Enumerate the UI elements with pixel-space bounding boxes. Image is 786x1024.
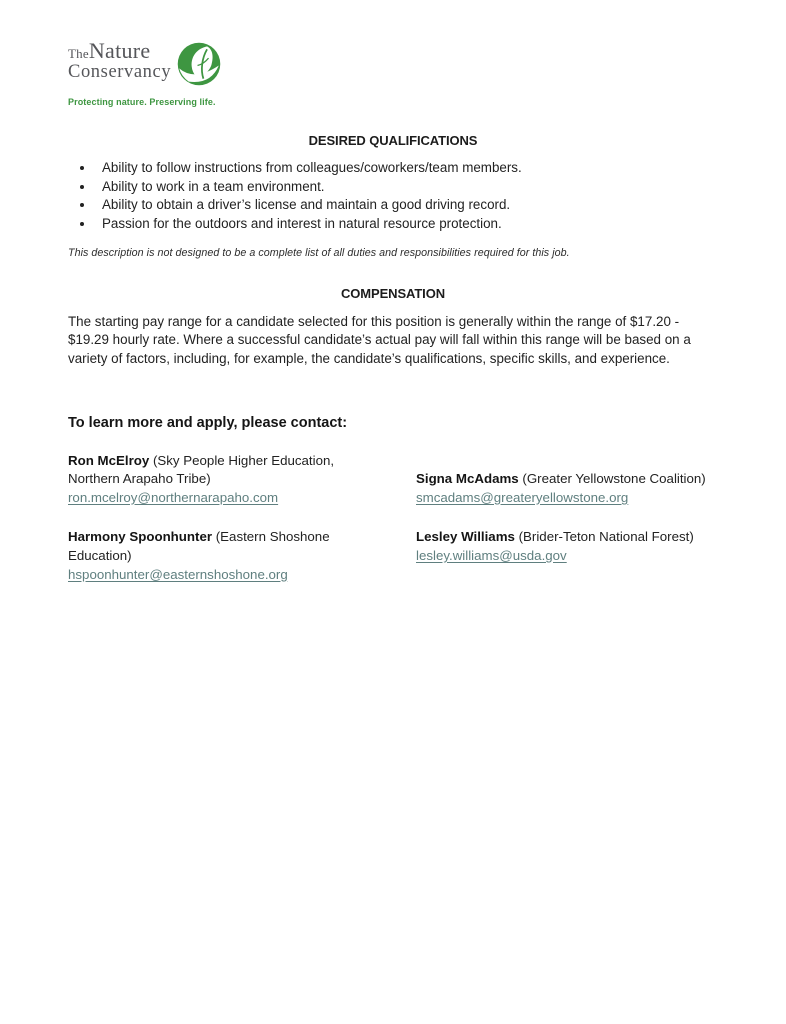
- contact-card-signa-mcadams: [416, 470, 718, 507]
- qualification-item: • Ability to follow instructions from colleagues/coworkers/team members.: [95, 159, 718, 178]
- desired-qualifications-title: DESIRED QUALIFICATIONS: [308, 133, 478, 148]
- contact-email-link[interactable]: ron.mcelroy@northernarapaho.com: [68, 489, 279, 505]
- contact-org: (Brider-Teton National Forest): [514, 529, 694, 545]
- contact-name-org: [416, 528, 718, 547]
- contact-name-org: [68, 452, 370, 489]
- contact-heading: To learn more and apply, please contact:: [68, 414, 348, 431]
- compensation-title: COMPENSATION: [340, 285, 445, 301]
- contact-name: Ron McElroy: [68, 452, 150, 468]
- contact-name: Lesley Williams: [416, 529, 515, 545]
- qualifications-list: [68, 159, 718, 234]
- logo-tagline: Protecting nature. Preserving life.: [68, 97, 216, 107]
- contact-name: Signa McAdams: [416, 471, 519, 487]
- logo-wordmark: [68, 40, 171, 82]
- qualification-item: • Ability to work in a team environment.: [95, 178, 718, 197]
- contacts-grid: [68, 452, 718, 585]
- contact-email-link[interactable]: lesley.williams@usda.gov: [416, 547, 567, 563]
- contact-card-harmony-spoonhunter: [68, 528, 370, 584]
- contact-email-link[interactable]: hspoonhunter@easternshoshone.org: [68, 566, 288, 582]
- contact-name-org: [416, 470, 718, 489]
- logo-nature: Nature: [88, 38, 151, 63]
- qualification-item: • Passion for the outdoors and interest in natural resource protection.: [95, 215, 718, 234]
- compensation-paragraph: The starting pay range for a candidate selected for this position is generally within the range of $17.20 - $19.29 hourly rate. Where a successful candidate’s actual pay will fall within this range will be based on a variety of factors, including, for example, the candidate’s qualifications, specific skills, and experience.: [68, 313, 691, 366]
- nature-conservancy-logo: [68, 40, 718, 91]
- qualification-item: • Ability to obtain a driver’s license and maintain a good driving record.: [95, 196, 718, 215]
- contact-name-org: [68, 528, 370, 565]
- contact-name: Harmony Spoonhunter: [68, 529, 213, 545]
- contact-org: (Greater Yellowstone Coalition): [518, 471, 706, 487]
- contact-email-link[interactable]: smcadams@greateryellowstone.org: [416, 489, 629, 505]
- globe-leaf-icon: [177, 42, 221, 91]
- job-description-disclaimer: This description is not designed to be a complete list of all duties and responsibilities required for this job.: [68, 246, 570, 259]
- contact-org: (Eastern Shoshone Education): [68, 529, 330, 563]
- contact-org: (Sky People Higher Education, Northern Arapaho Tribe): [68, 452, 335, 487]
- contact-card-lesley-williams: [416, 528, 718, 565]
- contact-card-ron-mcelroy: [68, 452, 370, 508]
- logo-the: The: [68, 46, 89, 61]
- logo-conservancy: Conservancy: [68, 62, 172, 82]
